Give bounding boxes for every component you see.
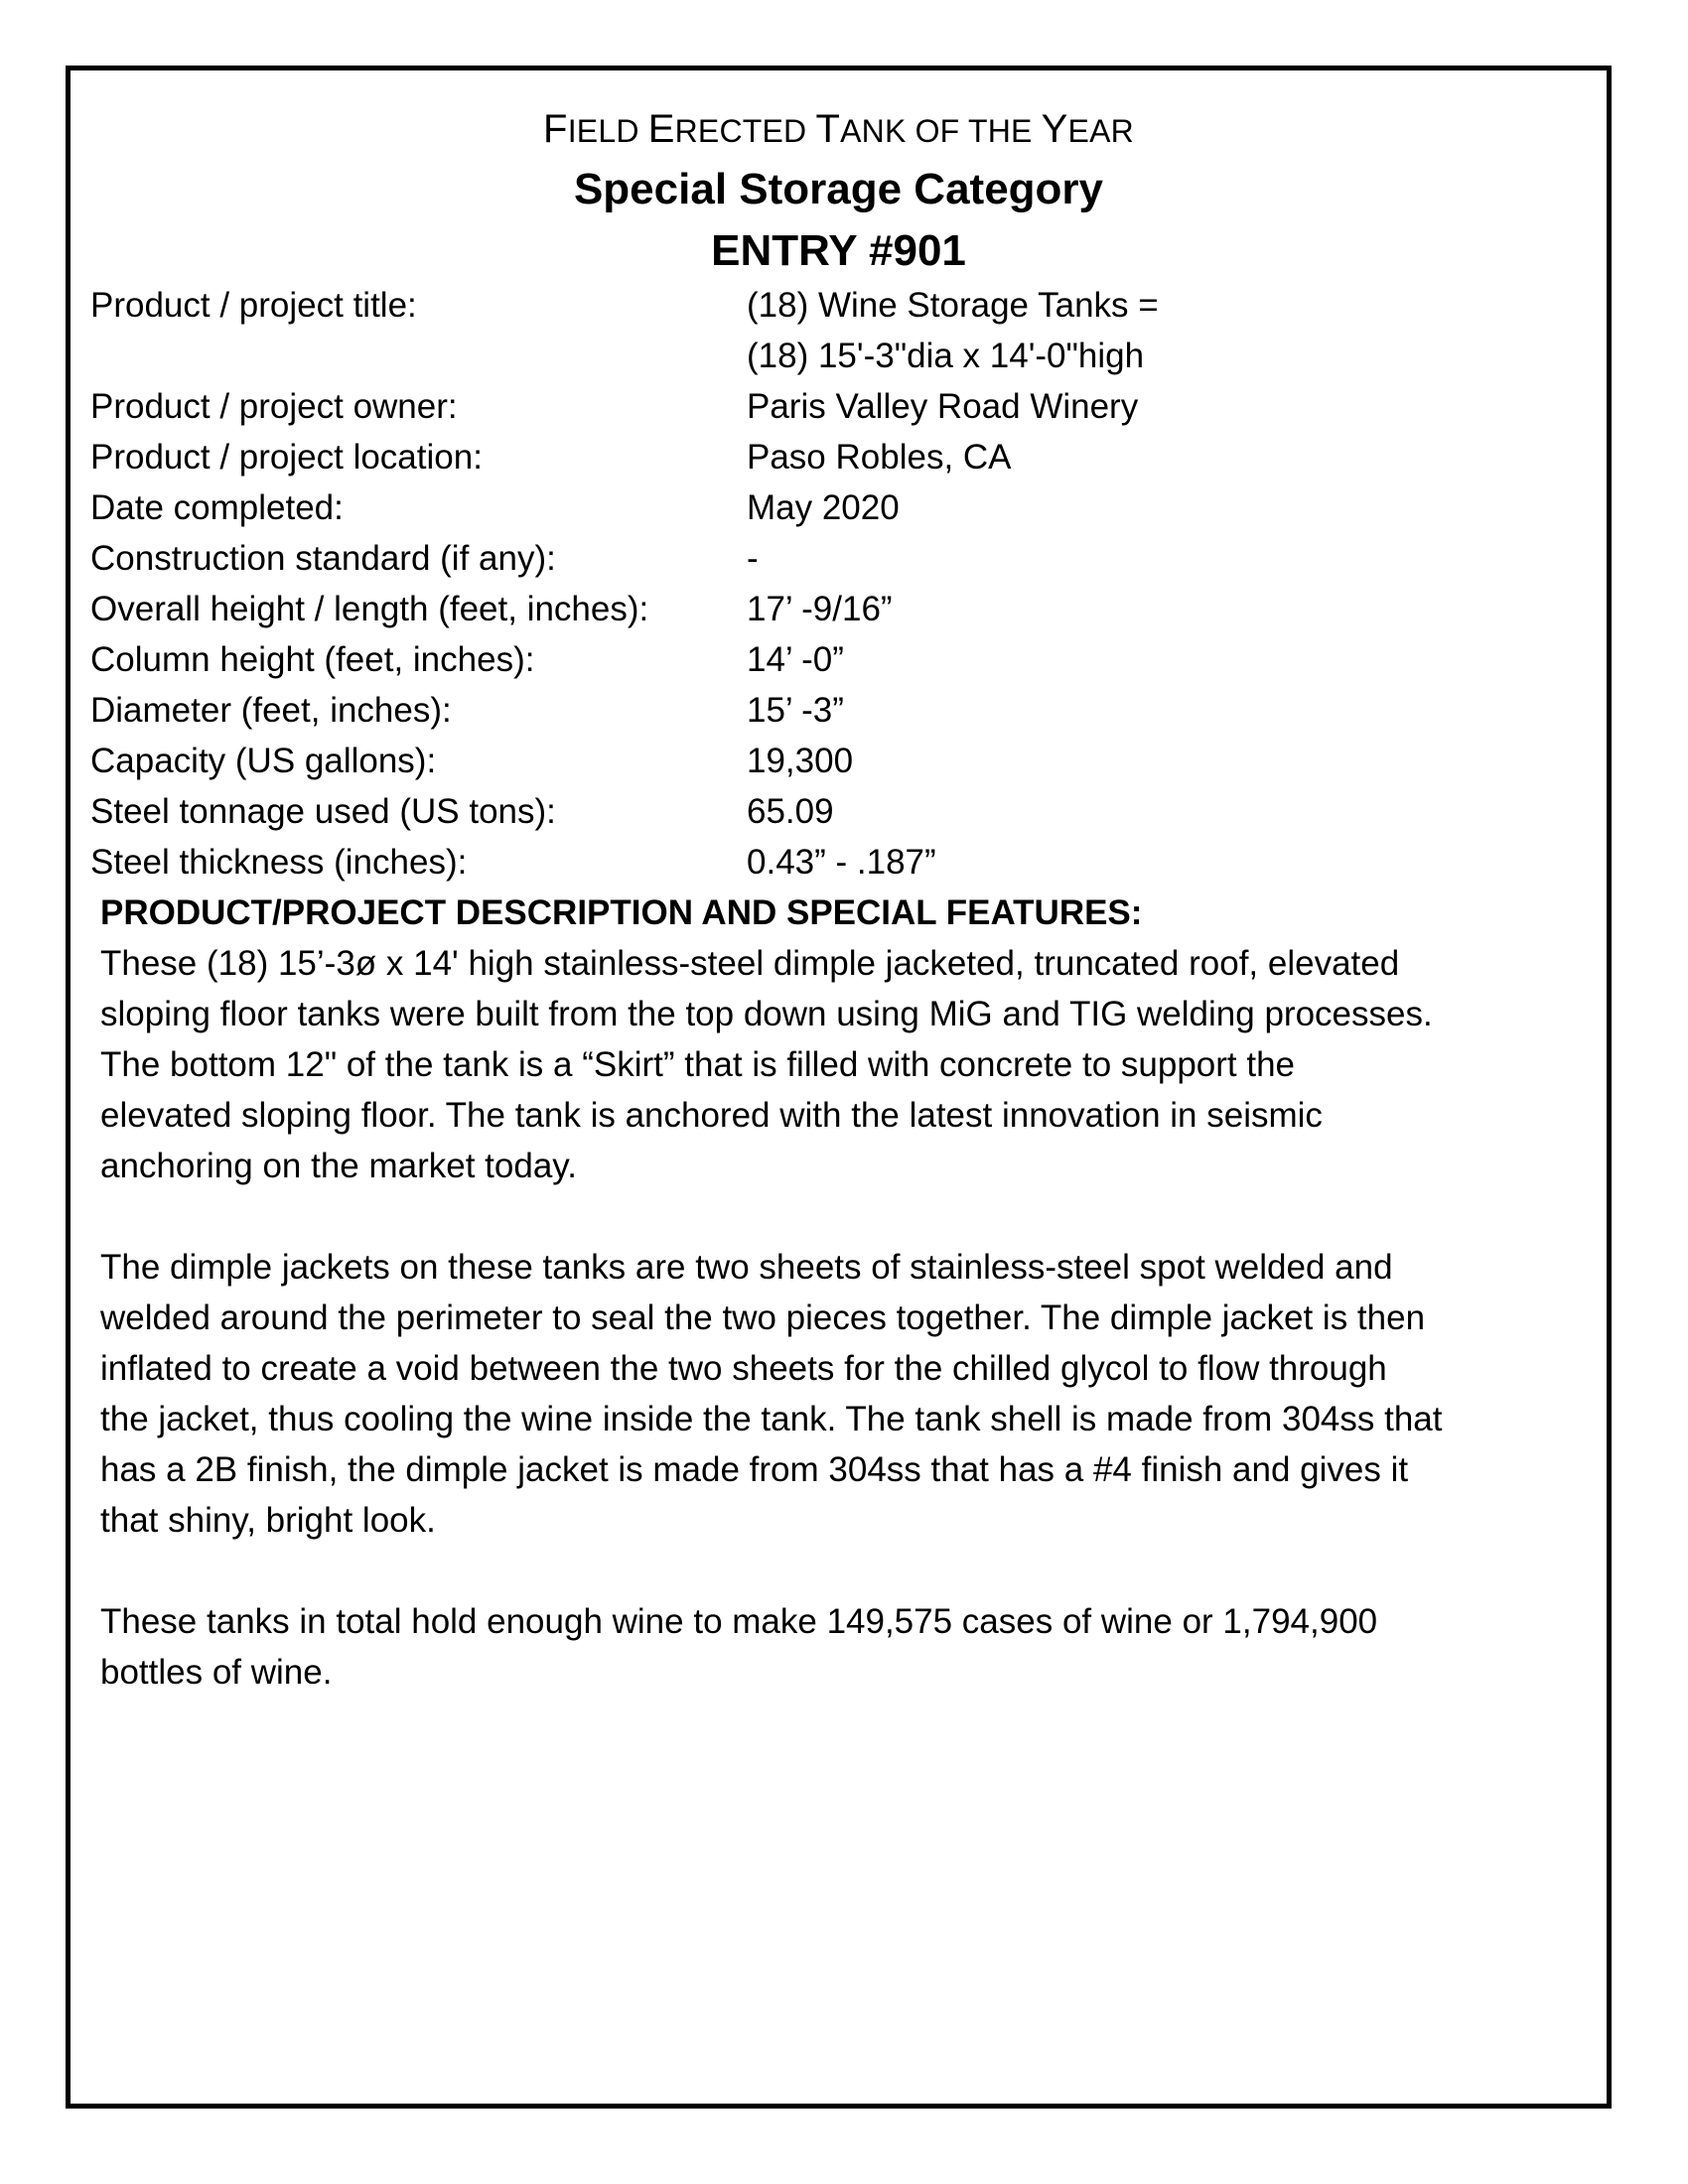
field-row	[90, 786, 1580, 837]
field-label: Date completed:	[90, 488, 344, 527]
field-row	[90, 432, 1580, 482]
field-row	[90, 381, 1580, 432]
description-line: sloping floor tanks were built from the top down using MiG and TIG welding processes.	[100, 995, 1433, 1033]
award-title-part: Y	[1041, 107, 1068, 151]
description-line: inflated to create a void between the two sheets for the chilled glycol to flow through	[100, 1349, 1387, 1388]
award-title-part: T	[815, 107, 841, 151]
description-paragraph	[100, 1242, 1590, 1546]
field-value: May 2020	[747, 488, 900, 527]
description-line: that shiny, bright look.	[100, 1501, 436, 1540]
field-label: Diameter (feet, inches):	[90, 691, 452, 730]
field-value: 19,300	[747, 742, 854, 780]
description-body	[100, 938, 1590, 1748]
award-title-part: EAR	[1067, 113, 1134, 149]
field-row	[90, 837, 1580, 887]
award-title	[66, 107, 1612, 152]
description-line: The dimple jackets on these tanks are two sheets of stainless-steel spot welded and	[100, 1248, 1393, 1287]
field-value: Paso Robles, CA	[747, 438, 1012, 477]
project-fields	[90, 280, 1580, 887]
field-row	[90, 584, 1580, 634]
field-value: 0.43” - .187”	[747, 843, 936, 882]
field-label: Overall height / length (feet, inches):	[90, 590, 649, 628]
field-value: 14’ -0”	[747, 640, 844, 679]
description-line: elevated sloping floor. The tank is anchored with the latest innovation in seismic	[100, 1096, 1323, 1135]
award-title-part: IELD	[567, 113, 648, 149]
field-value: 17’ -9/16”	[747, 590, 893, 628]
field-label: Product / project location:	[90, 438, 483, 477]
field-label: Product / project title:	[90, 286, 417, 325]
description-paragraph	[100, 1596, 1590, 1698]
field-row	[90, 482, 1580, 533]
field-value: (18) Wine Storage Tanks =	[747, 286, 1159, 325]
description-line: These tanks in total hold enough wine to make 149,575 cases of wine or 1,794,900	[100, 1602, 1378, 1641]
field-label: Steel thickness (inches):	[90, 843, 468, 882]
field-value: 65.09	[747, 792, 834, 831]
description-heading: PRODUCT/PROJECT DESCRIPTION AND SPECIAL FEATURES:	[100, 893, 1143, 932]
field-row	[90, 634, 1580, 685]
field-row	[90, 533, 1580, 584]
field-value: (18) 15'-3"dia x 14'-0"high	[747, 337, 1145, 375]
award-title-part: F	[543, 107, 568, 151]
field-row	[90, 685, 1580, 736]
award-title-part: E	[647, 107, 675, 151]
category-title: Special Storage Category	[573, 165, 1104, 213]
field-label: Steel tonnage used (US tons):	[90, 792, 556, 831]
award-title-part: ANK OF THE	[840, 113, 1042, 149]
entry-number: ENTRY #901	[711, 226, 966, 275]
field-value: Paris Valley Road Winery	[747, 387, 1139, 426]
description-line: has a 2B finish, the dimple jacket is made from 304ss that has a #4 finish and gives it	[100, 1450, 1409, 1489]
field-label: Product / project owner:	[90, 387, 458, 426]
field-row	[90, 736, 1580, 786]
description-line: the jacket, thus cooling the wine inside the tank. The tank shell is made from 304ss that	[100, 1400, 1443, 1438]
field-label: Capacity (US gallons):	[90, 742, 437, 780]
field-row	[90, 280, 1580, 331]
field-row	[90, 331, 1580, 381]
description-line: welded around the perimeter to seal the two pieces together. The dimple jacket is then	[100, 1298, 1426, 1337]
description-line: The bottom 12" of the tank is a “Skirt” that is filled with concrete to support the	[100, 1045, 1296, 1084]
field-label	[90, 331, 747, 381]
field-label: Column height (feet, inches):	[90, 640, 535, 679]
field-value: -	[747, 539, 759, 578]
description-line: bottles of wine.	[100, 1653, 333, 1692]
description-paragraph	[100, 938, 1590, 1191]
award-title-part: RECTED	[674, 113, 816, 149]
description-line: anchoring on the market today.	[100, 1147, 577, 1185]
description-line: These (18) 15’-3ø x 14' high stainless-steel dimple jacketed, truncated roof, elevated	[100, 944, 1400, 983]
field-label: Construction standard (if any):	[90, 539, 556, 578]
field-value: 15’ -3”	[747, 691, 844, 730]
